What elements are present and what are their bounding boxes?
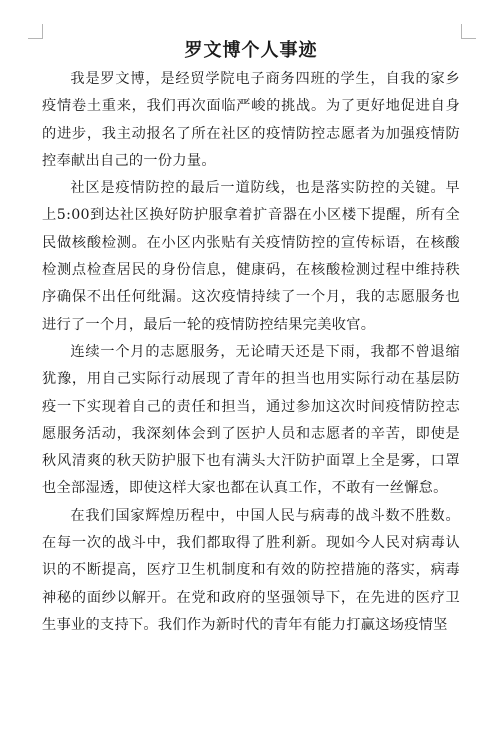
paragraph-1: 我是罗文博，是经贸学院电子商务四班的学生，自我的家乡疫情卷土重来，我们再次面临严峻的挑战。为了更好地促进自身的进步，我主动报名了所在社区的疫情防控志愿者为加强疫情防控奉献出自己的一份力量。 (42, 71, 460, 169)
paragraph-3: 连续一个月的志愿服务，无论晴天还是下雨，我都不曾退缩犹豫，用自己实际行动展现了青年的担当也用实际行动在基层防疫一下实现着自己的责任和担当，通过参加这次时间疫情防控志愿服务活动，我深刻体会到了医护人员和志愿者的辛苦，即使是秋风清爽的秋天防护服下也有满头大汗防护面罩上全是雾，口罩也全部湿透，即使这样大家也都在认真工作，不敢有一丝懈怠。 (42, 343, 460, 497)
paragraph-4: 在我们国家辉煌历程中，中国人民与病毒的战斗数不胜数。在每一次的战斗中，我们都取得了胜利新。现如今人民对病毒认识的不断提高，医疗卫生机制度和有效的防控措施的落实，病毒神秘的面纱以解开。在党和政府的坚强领导下，在先进的医疗卫生事业的支持下。我们作为新时代的青年有能力打赢这场疫情坚 (42, 507, 460, 633)
paragraph-2: 社区是疫情防控的最后一道防线，也是落实防控的关键。早上5:00到达社区换好防护服拿着扩音器在小区楼下提醒，所有全民做核酸检测。在小区内张贴有关疫情防控的宣传标语，在核酸检测点检查居民的身份信息，健康码，在核酸检测过程中维持秩序确保不出任何纰漏。这次疫情持续了一个月，我的志愿服务也进行了一个月，最后一轮的疫情防控结果完美收官。 (42, 180, 460, 333)
document-title: 罗文博个人事迹 (184, 40, 318, 61)
document-body (42, 66, 460, 639)
